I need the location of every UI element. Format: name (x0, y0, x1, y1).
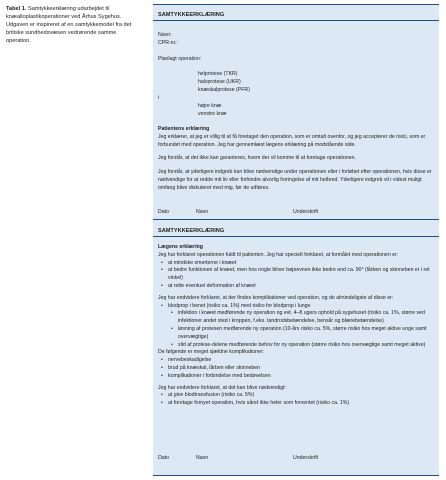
operation-option-tkr: helprotese (TKR) (198, 71, 238, 77)
operation-option-pfr: knæskalprotese (PFR) (198, 87, 250, 93)
doctor-statement (158, 244, 436, 408)
operation-option-ukr: halvprotese (UKR) (198, 79, 241, 85)
list-item: • at give blodtransfusion (risiko ca. 5%) (168, 392, 436, 400)
list-item: • nervebeskadigelse (168, 357, 436, 365)
signature-date-label: Dato (158, 455, 169, 461)
cpr-label: CPR-nr.: (158, 40, 178, 46)
planned-operation-label: Planlagt operation: (158, 56, 202, 62)
consent-form (153, 4, 439, 476)
caption-label: Tabel 1. (6, 6, 27, 12)
doctor-statement-heading: Lægens erklæring (158, 244, 203, 250)
form2-title: SAMTYKKEERKLÆRING (158, 228, 225, 234)
signature-name-label: Navn (196, 209, 209, 215)
patient-statement-paragraph-3: Jeg forstår, at yderligere indgreb kan blive nødvendige under operationen eller i forløbet efter operationen, hvis disse er nødvendige for at redde mit liv eller forhindre alvorlig forringelse af mit helbred. Yderligere indgreb vil i videst muligt omfang blive diskuteret med mig, før de udføres. (158, 169, 432, 191)
doctor-intro: Jeg har forklaret operationen fuldt til patienten. Jeg har specielt forklaret, at formålet med operationen er: (158, 251, 399, 258)
list-item: • at foretage fornyet operation, hvis såret ikke heler som forventet (risiko ca. 1%) (168, 400, 436, 408)
patient-statement-paragraph-1: Jeg erklærer, at jeg er villig til at få foretaget den operation, som er omtalt ovenfor, og jeg accepterer de risici, som er forbundet med operation. Jeg har gennemlæst lægens erklæring på modstående side. (158, 134, 426, 148)
signature-date-label: Dato (158, 209, 169, 215)
in-label: i (158, 95, 160, 101)
list-item: • komplikationer i forbindelse med bedøvelsen (168, 373, 436, 381)
list-item: • at mindske smerterne i knæet (168, 260, 436, 268)
form2-title-rule (153, 236, 439, 237)
name-label: Navn: (158, 32, 172, 38)
further-list (158, 392, 436, 408)
signature-sign-label: Underskrift (293, 209, 319, 215)
form1-title: SAMTYKKEERKLÆRING (158, 12, 225, 18)
further-intro: Jeg har endvidere forklaret, at det kan blive nødvendigt: (158, 384, 287, 391)
signature-name-label: Navn (196, 455, 209, 461)
list-item: • brud på knæskal, lårben eller skinneben (168, 365, 436, 373)
rare-complications-intro: De følgende er meget sjældne komplikationer: (158, 349, 265, 356)
signature-sign-label: Underskrift (293, 455, 319, 461)
patient-statement-heading: Patientens erklæring (158, 126, 210, 132)
form-divider (153, 219, 439, 220)
rare-complication-list (158, 357, 436, 380)
list-item: • at rette eventuel deformation af knæet (168, 283, 436, 291)
purpose-list (158, 260, 436, 291)
complications-intro: Jeg har endvidere forklaret, at der findes komplikationer ved operation, og de almindeligste af disse er: (158, 294, 394, 301)
caption-text: Samtykkeerklæring udarbejdet til knæalloplastikoperationer ved Århus Sygehus. Udgaven er inspireret af en samtykkemodel fra det britiske sundhedsvæsen vedrørende samme operation. (6, 6, 132, 45)
list-item: • slid af protese-delene medførende behov for ny operation (større risiko hos overvægtige samt meget aktive) (178, 342, 436, 350)
list-item: • at bedre funktionen af knæet, men hos nogle bliver bøjeevnen ikke bedre end ca. 90° (lårben og skinneben er i ret vinkel) (168, 267, 436, 283)
form1-title-rule (153, 20, 439, 21)
list-item: • løsning af protesen medførende ny operation (10-års risiko ca. 5%, større risiko hos meget aktive unge samt overvægtige) (178, 326, 436, 342)
side-option-left: venstre knæ (198, 111, 227, 117)
list-item: • blodprop i benet (risiko ca. 1%) med risiko for blodprop i lunge (168, 303, 436, 311)
side-option-right: højre knæ (198, 103, 222, 109)
complication-sub-list (158, 310, 436, 349)
list-item: • infektion i knæet medførende ny operation og evt. 4–8 ugers ophold på sygehuset (risiko ca. 1%, større ved infektioner andet sted i kroppen, f.eks. tandrodsbetændelse, bensår og blærebetændelse) (178, 310, 436, 326)
patient-statement-paragraph-2: Jeg forstår, at det ikke kan garanteres, hvem der vil komme til at foretage operationen. (158, 155, 356, 161)
table-caption (6, 5, 136, 46)
